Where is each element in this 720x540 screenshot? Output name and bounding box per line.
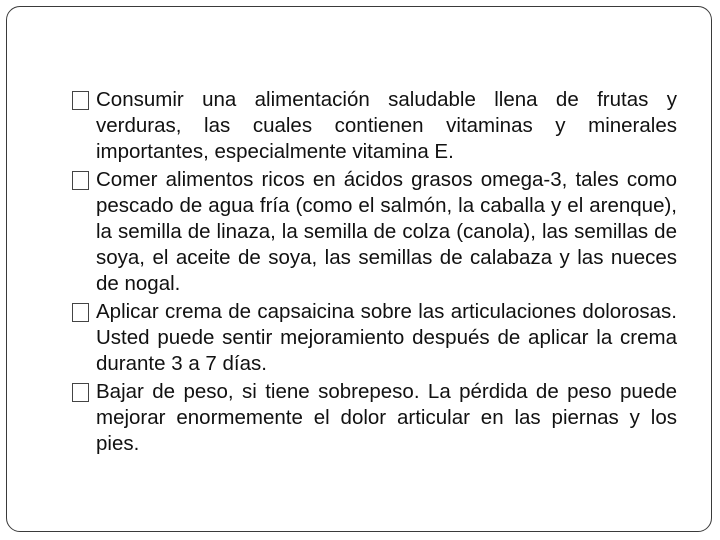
square-bullet-icon: [72, 171, 89, 190]
bullet-text: Consumir una alimentación saludable llena de frutas y verduras, las cuales contienen vitaminas y minerales importantes, especialmente vitamina E.: [96, 88, 677, 163]
bullet-item-capsaicin: [71, 299, 677, 377]
bullet-text: Bajar de peso, si tiene sobrepeso. La pérdida de peso puede mejorar enormemente el dolor articular en las piernas y los pies.: [96, 380, 677, 455]
bullet-item-diet: [71, 87, 677, 165]
square-bullet-icon: [72, 383, 89, 402]
bullet-text: Aplicar crema de capsaicina sobre las articulaciones dolorosas. Usted puede sentir mejoramiento después de aplicar la crema durante 3 a 7 días.: [96, 300, 677, 375]
slide-frame: [6, 6, 712, 532]
bullet-text: Comer alimentos ricos en ácidos grasos omega-3, tales como pescado de agua fría (como el salmón, la caballa y el arenque), la semilla de linaza, la semilla de colza (canola), las semillas de soya, el aceite de soya, las semillas de calabaza y las nueces de nogal.: [96, 168, 677, 295]
bullet-item-weight: [71, 379, 677, 457]
square-bullet-icon: [72, 91, 89, 110]
bullet-item-omega3: [71, 167, 677, 297]
square-bullet-icon: [72, 303, 89, 322]
bullet-list: [71, 87, 677, 459]
